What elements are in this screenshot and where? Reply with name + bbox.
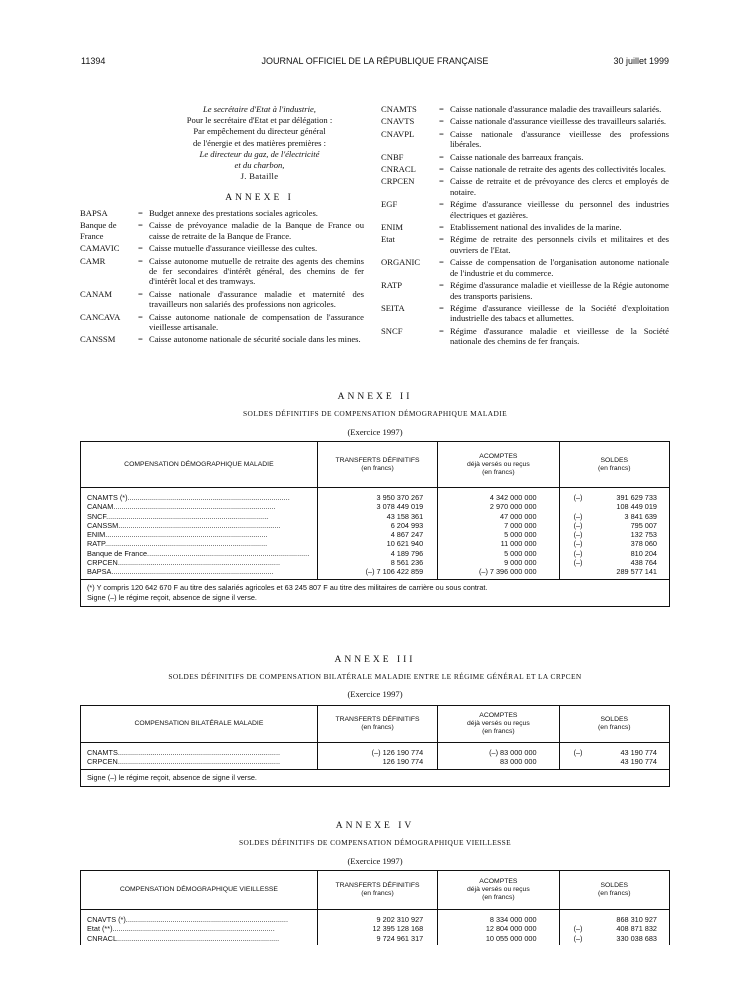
row-label-text: BAPSA xyxy=(87,567,112,577)
equals-sign: = xyxy=(138,243,143,254)
row-label xyxy=(81,934,317,943)
acomptes-value: 5 000 000 xyxy=(504,530,537,540)
table-body xyxy=(81,488,669,579)
column-header: TRANSFERTS DÉFINITIFS (en francs) xyxy=(318,871,438,909)
table-body xyxy=(81,910,669,945)
annexe-2-subtitle: SOLDES DÉFINITIFS DE COMPENSATION DÉMOGRAPHIQUE MALADIE xyxy=(242,409,508,418)
signature-line: et du charbon, xyxy=(234,160,285,171)
table-header-row xyxy=(81,871,669,910)
equals-sign: = xyxy=(439,176,444,187)
equals-sign: = xyxy=(138,311,143,322)
acomptes-value: 10 055 000 000 xyxy=(485,933,537,943)
abbreviation-definition: Budget annexe des prestations sociales agricoles. xyxy=(149,208,318,218)
equals-sign: = xyxy=(138,334,143,345)
transferts-value: (–) 126 190 774 xyxy=(371,748,424,757)
signature-line: Par empêchement du directeur général xyxy=(193,126,326,137)
acomptes-value: 7 000 000 xyxy=(504,520,537,530)
solde-sign: (–) xyxy=(573,558,583,568)
abbreviations-right-column xyxy=(381,104,669,349)
solde-value: 43 190 774 xyxy=(620,757,657,767)
acomptes-column xyxy=(438,910,559,945)
column-header: SOLDES (en francs) xyxy=(598,882,631,897)
abbreviation-definition: Caisse nationale d'assurance maladie des travailleurs salariés. xyxy=(450,104,662,114)
equals-sign: = xyxy=(439,164,444,175)
row-label xyxy=(81,530,317,539)
abbreviation-entry xyxy=(80,312,364,333)
abbreviation-code: SNCF xyxy=(381,325,403,336)
row-label-text: CANSSM xyxy=(87,520,119,530)
equals-sign: = xyxy=(439,325,444,336)
leader-dots: ................................................................................ xyxy=(104,539,268,549)
abbreviation-definition: Régime d'assurance maladie et vieillesse de la Régie autonome des transports parisiens. xyxy=(450,280,669,301)
transferts-column xyxy=(318,743,438,769)
solde-sign: (–) xyxy=(573,520,583,530)
solde-value: 3 841 639 xyxy=(624,511,657,521)
column-header: SOLDES (en francs) xyxy=(598,716,631,731)
abbreviation-definition: Caisse autonome nationale de compensation de l'assurance vieillesse artisanale. xyxy=(149,311,364,333)
equals-sign: = xyxy=(439,104,444,114)
column-header: COMPENSATION BILATÉRALE MALADIE xyxy=(81,706,318,742)
leader-dots: ................................................................................ xyxy=(147,548,310,558)
row-label-text: CNAMTS xyxy=(87,748,118,757)
column-header: SOLDES (en francs) xyxy=(598,456,631,472)
row-label-text: RATP xyxy=(87,539,105,549)
footnote-line: Signe (–) le régime reçoit, absence de signe il verse. xyxy=(87,772,257,782)
equals-sign: = xyxy=(439,302,444,313)
solde-value: 330 038 683 xyxy=(616,933,657,943)
abbreviation-code: CNRACL xyxy=(381,164,416,175)
signatory-name: J. Bataille xyxy=(240,171,279,182)
acomptes-value: 5 000 000 xyxy=(504,548,537,558)
signature-line: Le secrétaire d'Etat à l'industrie, xyxy=(203,104,316,114)
abbreviation-definition: Régime d'assurance vieillesse de la Société d'exploitation industrielle des tabacs et allumettes. xyxy=(450,302,669,324)
leader-dots: ................................................................................ xyxy=(117,748,280,757)
acomptes-value: (–) 83 000 000 xyxy=(489,748,537,757)
solde-cell xyxy=(560,757,669,766)
solde-cell xyxy=(560,934,669,943)
solde-value: 132 753 xyxy=(630,530,657,540)
abbreviation-definition: Caisse mutuelle d'assurance vieillesse des cultes. xyxy=(149,243,318,254)
column-header: ACOMPTES déjà versés ou reçus (en francs) xyxy=(438,442,559,487)
annexe-4-exercice: (Exercice 1997) xyxy=(347,856,403,866)
solde-cell xyxy=(560,567,669,576)
abbreviation-entry xyxy=(381,152,669,162)
row-label xyxy=(81,757,317,766)
abbreviation-entry xyxy=(80,256,364,287)
soldes-column xyxy=(560,910,669,945)
equals-sign: = xyxy=(439,128,444,139)
acomptes-value: 12 804 000 000 xyxy=(485,924,537,934)
abbreviation-definition: Régime de retraite des personnels civils et militaires et des ouvriers de l'Etat. xyxy=(450,234,669,255)
solde-cell xyxy=(560,539,669,548)
equals-sign: = xyxy=(439,151,444,162)
table-header-row xyxy=(81,706,669,743)
abbreviation-entry xyxy=(381,164,669,174)
column-header: TRANSFERTS DÉFINITIFS (en francs) xyxy=(318,442,438,487)
abbreviation-definition: Caisse nationale de retraite des agents des collectivités locales. xyxy=(450,164,666,175)
acomptes-value: 4 342 000 000 xyxy=(489,493,537,502)
abbreviation-definition: Régime d'assurance vieillesse du personnel des industries électriques et gazières. xyxy=(450,199,669,220)
row-label xyxy=(81,549,317,558)
leader-dots: ................................................................................ xyxy=(113,502,276,512)
row-label xyxy=(81,748,317,757)
label-column xyxy=(81,910,318,945)
leader-dots: ................................................................................ xyxy=(117,558,280,568)
transferts-value: 3 950 370 267 xyxy=(376,493,424,502)
abbreviation-code: CNBF xyxy=(381,151,404,162)
abbreviation-definition: Caisse nationale d'assurance maladie et maternité des travailleurs non salariés des professions non agricoles. xyxy=(149,288,364,310)
annexe-2-table xyxy=(80,441,670,607)
annexe-1-title: ANNEXE I xyxy=(225,193,294,203)
abbreviation-definition: Etablissement national des invalides de la marine. xyxy=(450,222,622,233)
column-header: COMPENSATION DÉMOGRAPHIQUE VIEILLESSE xyxy=(81,871,318,909)
abbreviation-entry xyxy=(381,257,669,278)
abbreviation-definition: Caisse nationale d'assurance vieillesse des professions libérales. xyxy=(450,128,669,150)
solde-cell xyxy=(560,502,669,511)
acomptes-value: 11 000 000 xyxy=(500,539,537,549)
solde-value: 438 764 xyxy=(630,558,657,568)
solde-cell xyxy=(560,493,669,502)
abbreviation-entry xyxy=(80,208,364,218)
abbreviations-left-column xyxy=(80,208,364,347)
column-header: COMPENSATION DÉMOGRAPHIQUE MALADIE xyxy=(81,442,318,487)
abbreviation-code: SEITA xyxy=(381,302,405,313)
row-label-text: ENIM xyxy=(87,530,106,540)
leader-dots: ................................................................................ xyxy=(118,520,281,530)
annexe-4-table xyxy=(80,870,670,945)
row-label-text: Banque de France xyxy=(87,548,148,558)
table-header-row xyxy=(81,442,669,488)
table-body xyxy=(81,743,669,769)
acomptes-value: 8 334 000 000 xyxy=(489,915,537,924)
abbreviation-entry xyxy=(381,176,669,197)
transferts-column xyxy=(318,910,438,945)
annexe-3-subtitle: SOLDES DÉFINITIFS DE COMPENSATION BILATÉRALE MALADIE ENTRE LE RÉGIME GÉNÉRAL ET LA CRPCEN xyxy=(168,672,582,681)
annexe-2-exercice: (Exercice 1997) xyxy=(347,427,403,437)
acomptes-column xyxy=(438,488,559,579)
transferts-value: 9 202 310 927 xyxy=(376,915,424,924)
soldes-column xyxy=(560,743,669,769)
leader-dots: ................................................................................ xyxy=(117,757,280,767)
row-label xyxy=(81,502,317,511)
solde-sign: (–) xyxy=(573,530,583,540)
transferts-value: 3 078 449 019 xyxy=(376,502,424,512)
solde-value: 378 060 xyxy=(630,539,657,549)
transferts-value: 8 561 236 xyxy=(390,558,424,568)
annexe-2-title: ANNEXE II xyxy=(337,392,413,402)
row-label-text: Etat (**) xyxy=(87,924,113,934)
abbreviation-code: CAMAVIC xyxy=(80,243,120,254)
transferts-value: (–) 7 106 422 859 xyxy=(365,567,424,577)
abbreviation-definition: Caisse nationale d'assurance vieillesse des travailleurs salariés. xyxy=(450,116,667,127)
row-label xyxy=(81,567,317,576)
solde-sign: (–) xyxy=(573,933,583,943)
abbreviation-code: CRPCEN xyxy=(381,176,415,187)
row-label xyxy=(81,521,317,530)
equals-sign: = xyxy=(138,255,143,266)
row-label xyxy=(81,924,317,933)
solde-cell xyxy=(560,512,669,521)
equals-sign: = xyxy=(439,234,444,245)
row-label xyxy=(81,539,317,548)
transferts-value: 9 724 961 317 xyxy=(376,933,424,943)
row-label-text: CANAM xyxy=(87,502,114,512)
abbreviation-definition: Caisse de compensation de l'organisation autonome nationale de l'industrie et du commerce. xyxy=(450,257,669,278)
signature-line: Le directeur du gaz, de l'électricité xyxy=(199,148,320,159)
column-header: ACOMPTES déjà versés ou reçus (en francs) xyxy=(438,706,559,742)
abbreviation-definition: Régime d'assurance maladie et vieillesse de la Société nationale des chemins de fer français. xyxy=(450,325,669,347)
equals-sign: = xyxy=(439,257,444,268)
leader-dots: ................................................................................ xyxy=(111,567,274,577)
abbreviation-code: EGF xyxy=(381,199,398,210)
signature-block xyxy=(162,104,357,182)
abbreviation-code: ORGANIC xyxy=(381,257,421,268)
solde-value: 868 310 927 xyxy=(616,915,657,924)
acomptes-value: (–) 7 396 000 000 xyxy=(478,567,537,577)
row-label-text: CNAVTS (*) xyxy=(87,915,126,924)
annexe-4-title: ANNEXE IV xyxy=(335,821,415,831)
leader-dots: ................................................................................ xyxy=(117,933,280,943)
annexe-3-table xyxy=(80,705,670,787)
row-label xyxy=(81,512,317,521)
abbreviation-definition: Caisse autonome nationale de sécurité sociale dans les mines. xyxy=(149,334,361,345)
leader-dots: ................................................................................ xyxy=(112,924,275,934)
row-label-text: CNRACL xyxy=(87,933,118,943)
soldes-column xyxy=(560,488,669,579)
row-label-text: CRPCEN xyxy=(87,757,118,767)
abbreviation-entry xyxy=(80,243,364,253)
label-column xyxy=(81,743,318,769)
solde-cell xyxy=(560,521,669,530)
abbreviation-entry xyxy=(381,104,669,114)
signature-line: de l'énergie et des matières premières : xyxy=(192,137,327,148)
abbreviation-entry xyxy=(381,116,669,126)
acomptes-value: 2 970 000 000 xyxy=(489,502,537,512)
solde-value: 108 449 019 xyxy=(616,502,657,512)
table-footnote xyxy=(81,769,669,786)
solde-value: 391 629 733 xyxy=(616,493,657,502)
transferts-value: 43 158 361 xyxy=(386,511,424,521)
column-header: TRANSFERTS DÉFINITIFS (en francs) xyxy=(318,706,438,742)
abbreviation-code: CANSSM xyxy=(80,334,116,345)
abbreviation-definition: Caisse de prévoyance maladie de la Banque de France ou caisse de retraite de la Banque de France. xyxy=(149,220,364,241)
footnote-line: Signe (–) le régime reçoit, absence de signe il verse. xyxy=(87,592,257,602)
transferts-value: 4 189 796 xyxy=(390,548,424,558)
page-number: 11394 xyxy=(81,56,106,66)
abbreviation-definition: Caisse nationale des barreaux français. xyxy=(450,151,584,162)
label-column xyxy=(81,488,318,579)
solde-value: 289 577 141 xyxy=(616,567,657,577)
abbreviation-code: Banque de France xyxy=(80,220,117,241)
equals-sign: = xyxy=(439,280,444,291)
annexe-3-exercice: (Exercice 1997) xyxy=(347,689,403,699)
abbreviation-entry xyxy=(80,220,364,241)
equals-sign: = xyxy=(138,220,143,231)
abbreviation-code: BAPSA xyxy=(80,208,108,218)
abbreviation-entry xyxy=(381,234,669,255)
acomptes-value: 83 000 000 xyxy=(500,757,537,767)
transferts-value: 10 621 940 xyxy=(386,539,424,549)
table-footnote xyxy=(81,579,669,606)
abbreviation-code: CNAVPL xyxy=(381,128,415,139)
solde-sign: (–) xyxy=(573,548,583,558)
solde-cell xyxy=(560,549,669,558)
row-label-text: SNCF xyxy=(87,511,107,521)
acomptes-value: 9 000 000 xyxy=(504,558,537,568)
abbreviation-code: RATP xyxy=(381,280,403,291)
footnote-line: (*) Y compris 120 642 670 F au titre des salariés agricoles et 63 245 807 F au titre des militaires de carrière ou sous contrat. xyxy=(87,582,488,592)
abbreviation-entry xyxy=(381,129,669,150)
abbreviation-code: Etat xyxy=(381,234,395,245)
transferts-column xyxy=(318,488,438,579)
publication-date: 30 juillet 1999 xyxy=(613,56,669,66)
row-label xyxy=(81,558,317,567)
solde-cell xyxy=(560,558,669,567)
abbreviation-definition: Caisse autonome mutuelle de retraite des agents des chemins de fer secondaires d'intérêt général, des chemins de fer d'intérêt local et des tramways. xyxy=(149,255,364,287)
equals-sign: = xyxy=(138,208,143,218)
acomptes-value: 47 000 000 xyxy=(500,511,537,521)
solde-cell xyxy=(560,924,669,933)
abbreviation-entry xyxy=(381,280,669,301)
solde-value: 43 190 774 xyxy=(620,748,657,757)
row-label-text: CRPCEN xyxy=(87,558,118,568)
abbreviation-entry xyxy=(80,289,364,310)
solde-value: 810 204 xyxy=(630,548,657,558)
abbreviation-definition: Caisse de retraite et de prévoyance des clercs et employés de notaire. xyxy=(450,176,669,197)
solde-cell xyxy=(560,530,669,539)
leader-dots: ................................................................................ xyxy=(105,530,268,540)
signature-line: Pour le secrétaire d'Etat et par délégation : xyxy=(186,115,333,126)
transferts-value: 6 204 993 xyxy=(390,520,424,530)
solde-value: 408 871 832 xyxy=(616,924,657,934)
leader-dots: ................................................................................ xyxy=(106,511,269,521)
equals-sign: = xyxy=(439,222,444,233)
row-label xyxy=(81,915,317,924)
solde-sign: (–) xyxy=(573,748,583,757)
solde-cell xyxy=(560,915,669,924)
abbreviation-entry xyxy=(381,199,669,220)
abbreviation-code: CANCAVA xyxy=(80,311,121,322)
equals-sign: = xyxy=(439,116,444,127)
abbreviation-entry xyxy=(381,303,669,324)
page-header xyxy=(81,56,669,70)
equals-sign: = xyxy=(439,199,444,210)
solde-sign: (–) xyxy=(573,924,583,934)
solde-sign: (–) xyxy=(573,539,583,549)
leader-dots: ................................................................................ xyxy=(125,915,288,924)
transferts-value: 12 395 128 168 xyxy=(372,924,424,934)
abbreviation-code: CNAVTS xyxy=(381,116,415,127)
column-header: ACOMPTES déjà versés ou reçus (en francs) xyxy=(438,871,559,909)
transferts-value: 4 867 247 xyxy=(390,530,424,540)
abbreviation-entry xyxy=(381,326,669,347)
annexe-4-subtitle: SOLDES DÉFINITIFS DE COMPENSATION DÉMOGRAPHIQUE VIEILLESSE xyxy=(238,838,512,847)
abbreviation-code: ENIM xyxy=(381,222,403,233)
solde-sign: (–) xyxy=(573,511,583,521)
journal-title: JOURNAL OFFICIEL DE LA RÉPUBLIQUE FRANÇAISE xyxy=(261,56,489,66)
equals-sign: = xyxy=(138,288,143,299)
abbreviation-entry xyxy=(381,222,669,232)
leader-dots: ................................................................................ xyxy=(127,493,290,502)
acomptes-column xyxy=(438,743,559,769)
annexe-3-title: ANNEXE III xyxy=(334,655,416,665)
abbreviation-code: CNAMTS xyxy=(381,104,417,114)
abbreviation-entry xyxy=(80,334,364,344)
solde-value: 795 007 xyxy=(630,520,657,530)
row-label-text: CNAMTS (*) xyxy=(87,493,128,502)
abbreviation-code: CAMR xyxy=(80,255,106,266)
abbreviation-code: CANAM xyxy=(80,288,112,299)
transferts-value: 126 190 774 xyxy=(382,757,424,767)
solde-sign: (–) xyxy=(573,493,583,502)
solde-cell xyxy=(560,748,669,757)
row-label xyxy=(81,493,317,502)
